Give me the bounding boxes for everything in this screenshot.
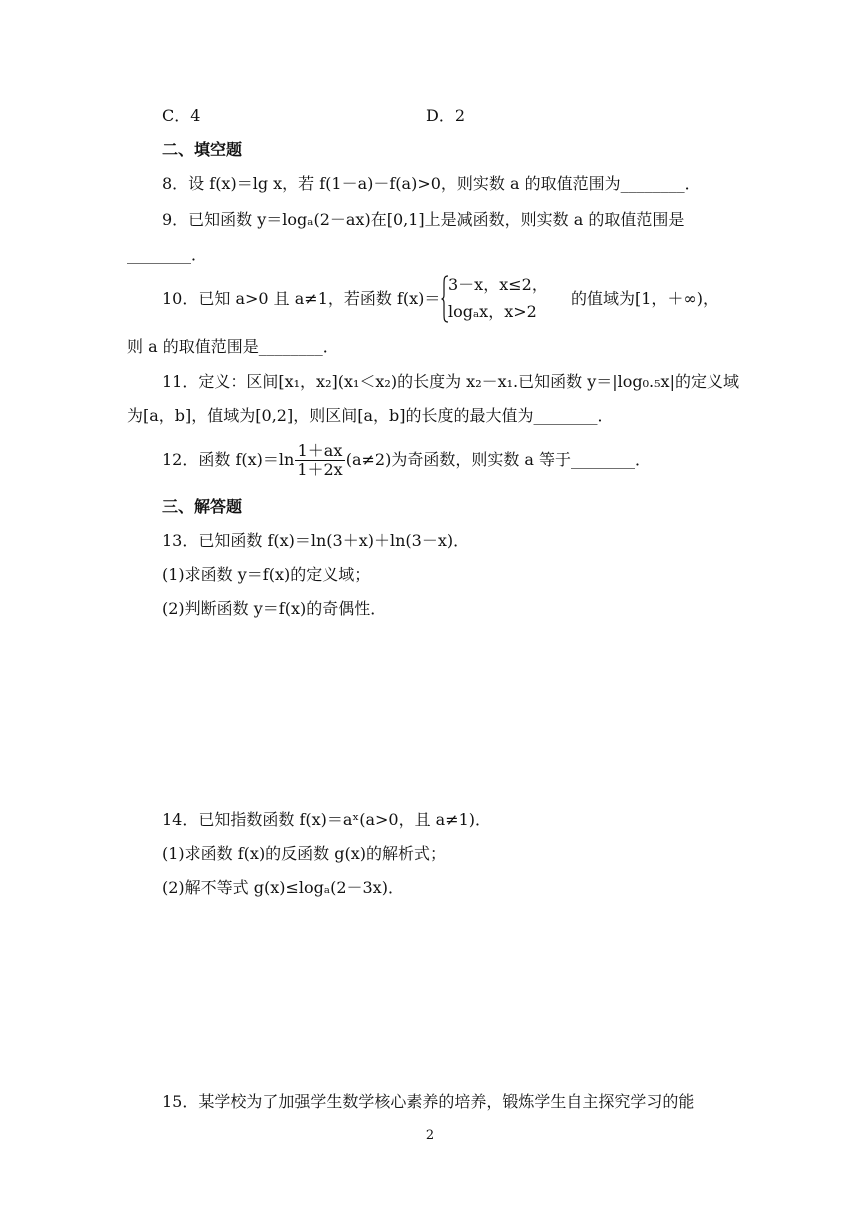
question-10-lead: 10．已知 a>0 且 a≠1，若函数 f(x)＝ — [162, 289, 441, 308]
option-d: D．2 — [426, 106, 466, 125]
question-9-line1: 9．已知函数 y＝logₐ(2－ax)在[0,1]上是减函数，则实数 a 的取值范围是 — [162, 210, 685, 229]
question-13-part2: (2)判断函数 y＝f(x)的奇偶性． — [162, 599, 387, 618]
fraction — [295, 442, 344, 479]
section-title-fill-in: 二、填空题 — [162, 140, 243, 159]
question-14-part1: (1)求函数 f(x)的反函数 g(x)的解析式； — [162, 844, 447, 863]
question-10-tail: 的值域为[1，＋∞)， — [571, 289, 719, 308]
page-number: 2 — [425, 1128, 435, 1143]
option-c: C．4 — [162, 106, 201, 125]
question-13-part1: (1)求函数 y＝f(x)的定义域； — [162, 565, 371, 584]
question-14-part2: (2)解不等式 g(x)≤logₐ(2－3x)． — [162, 878, 404, 897]
piecewise-case-1: 3－x，x≤2， — [448, 275, 548, 294]
fraction-denominator: 1＋2x — [297, 460, 343, 479]
piecewise-function — [441, 275, 561, 325]
question-9-line2: ________． — [127, 245, 208, 264]
fraction-numerator: 1＋ax — [295, 442, 344, 461]
question-12-lead: 12．函数 f(x)＝ln — [162, 450, 295, 469]
question-15-line1: 15．某学校为了加强学生数学核心素养的培养，锻炼学生自主探究学习的能 — [162, 1092, 695, 1111]
question-14-stem: 14．已知指数函数 f(x)＝aˣ(a>0，且 a≠1)． — [162, 810, 492, 829]
question-12-tail: (a≠2)为奇函数，则实数 a 等于________． — [345, 450, 652, 469]
question-11-line2: 为[a，b]，值域为[0,2]，则区间[a，b]的长度的最大值为________． — [127, 406, 614, 425]
question-8: 8．设 f(x)＝lg x，若 f(1－a)－f(a)>0，则实数 a 的取值范围为________． — [162, 174, 701, 193]
question-13-stem: 13．已知函数 f(x)＝ln(3＋x)＋ln(3－x)． — [162, 531, 470, 550]
piecewise-case-2: logₐx，x>2 — [448, 302, 537, 321]
question-12 — [162, 440, 651, 480]
question-11-line1: 11．定义：区间[x₁，x₂](x₁＜x₂)的长度为 x₂－x₁.已知函数 y＝|log₀.₅x|的定义域 — [162, 372, 739, 391]
section-title-answer: 三、解答题 — [162, 497, 243, 516]
question-10-line2: 则 a 的取值范围是________． — [127, 337, 339, 356]
